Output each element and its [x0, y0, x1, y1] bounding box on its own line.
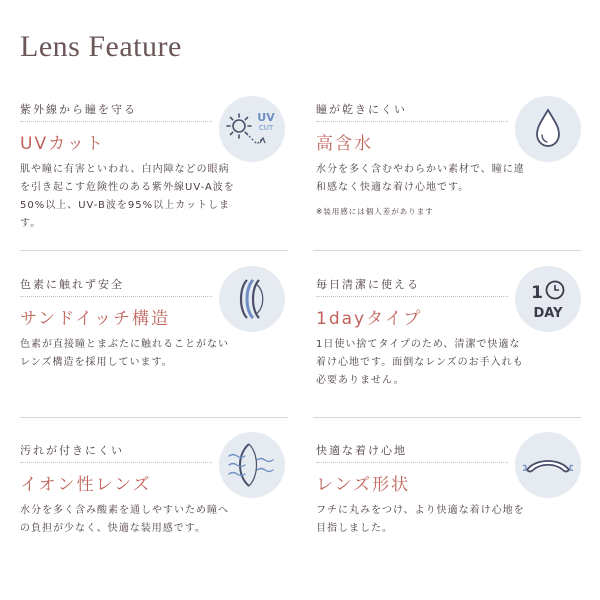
- ionic-lens-icon: [219, 432, 285, 498]
- dotted-divider: [316, 462, 508, 463]
- day-icon-text: DAY: [533, 306, 563, 321]
- feature-title: イオン性レンズ: [20, 475, 152, 495]
- one-icon-text: 1: [531, 283, 543, 303]
- feature-description: 肌や瞳に有害といわれ、白内障などの眼病を引き起こす危険性のある紫外線UV-A波を50%以上、UV-B波を95%以上カットします。: [20, 164, 235, 229]
- feature-description: 色素が直接瞳とまぶたに触れることがないレンズ構造を採用しています。: [20, 339, 229, 368]
- feature-title: UVカット: [20, 134, 105, 154]
- section-divider: [20, 250, 288, 251]
- cut-icon-text: CUT: [258, 124, 274, 132]
- feature-description: 水分を多く含み酸素を通しやすいため瞳への負担が少なく、快適な装用感です。: [20, 505, 229, 534]
- dotted-divider: [316, 296, 508, 297]
- feature-subtitle: 瞳が乾きにくい: [316, 103, 407, 116]
- uv-icon-text: UV: [257, 111, 275, 124]
- feature-subtitle: 紫外線から瞳を守る: [20, 103, 137, 116]
- page-title: Lens Feature: [20, 30, 182, 63]
- feature-note: ※装用感には個人差があります: [316, 207, 434, 216]
- section-divider: [313, 417, 581, 418]
- sandwich-layer-icon: [219, 266, 285, 332]
- feature-subtitle: 快適な着け心地: [316, 444, 407, 457]
- lens-shape-icon: [515, 432, 581, 498]
- clock-1day-icon: [515, 266, 581, 332]
- feature-title: 高含水: [316, 134, 373, 154]
- uv-cut-icon: [219, 96, 285, 162]
- feature-description: 水分を多く含むやわらかい素材で、瞳に違和感なく快適な着け心地です。: [316, 164, 525, 193]
- feature-subtitle: 色素に触れず安全: [20, 278, 124, 291]
- feature-subtitle: 毎日清潔に使える: [316, 278, 420, 291]
- feature-description: 1日使い捨てタイプのため、清潔で快適な着け心地です。面倒なレンズのお手入れも必要ありません。: [316, 339, 524, 386]
- feature-title: 1dayタイプ: [316, 309, 423, 329]
- section-divider: [313, 250, 581, 251]
- feature-subtitle: 汚れが付きにくい: [20, 444, 124, 457]
- feature-title: サンドイッチ構造: [20, 309, 170, 329]
- dotted-divider: [20, 462, 212, 463]
- water-drop-icon: [515, 96, 581, 162]
- feature-description: フチに丸みをつけ、より快適な着け心地を目指しました。: [316, 505, 525, 534]
- dotted-divider: [316, 121, 508, 122]
- dotted-divider: [20, 121, 212, 122]
- section-divider: [20, 417, 288, 418]
- feature-title: レンズ形状: [316, 475, 411, 495]
- dotted-divider: [20, 296, 212, 297]
